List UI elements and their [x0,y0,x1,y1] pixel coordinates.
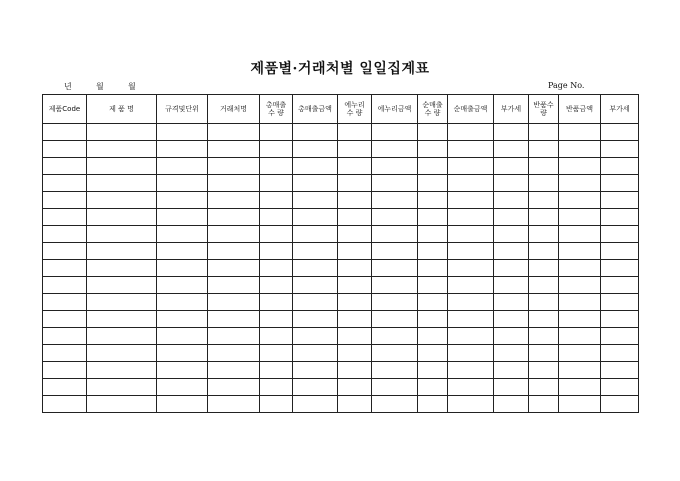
table-cell [448,362,494,379]
table-cell [559,141,601,158]
table-cell [260,345,293,362]
table-row [43,396,639,413]
table-cell [260,175,293,192]
table-cell [87,294,157,311]
table-cell [338,328,372,345]
table-cell [87,226,157,243]
col-return-vat: 부가세 [601,95,639,124]
table-cell [260,277,293,294]
table-cell [494,192,529,209]
table-cell [529,294,559,311]
table-cell [529,124,559,141]
table-cell [494,328,529,345]
table-cell [208,345,260,362]
table-cell [43,141,87,158]
table-cell [372,379,418,396]
table-cell [208,311,260,328]
table-cell [43,294,87,311]
table-cell [260,243,293,260]
table-cell [372,345,418,362]
table-cell [157,260,208,277]
table-cell [494,158,529,175]
table-cell [338,362,372,379]
table-row [43,209,639,226]
table-cell [418,362,448,379]
table-cell [418,311,448,328]
table-cell [208,362,260,379]
table-cell [494,124,529,141]
table-cell [43,328,87,345]
table-cell [157,379,208,396]
table-cell [372,396,418,413]
table-cell [260,260,293,277]
col-product-name: 제 품 명 [87,95,157,124]
table-cell [448,311,494,328]
table-cell [157,328,208,345]
table-cell [372,277,418,294]
table-cell [559,294,601,311]
date-day-label: 월 [128,82,136,91]
table-cell [418,192,448,209]
table-cell [448,175,494,192]
table-cell [293,277,338,294]
table-cell [529,226,559,243]
table-cell [372,192,418,209]
table-cell [601,175,639,192]
table-cell [43,175,87,192]
table-cell [208,294,260,311]
table-cell [208,175,260,192]
table-cell [448,243,494,260]
table-cell [372,226,418,243]
table-cell [293,192,338,209]
table-cell [418,141,448,158]
date-month-label: 월 [96,82,104,91]
table-row [43,192,639,209]
table-cell [338,294,372,311]
table-cell [418,260,448,277]
table-cell [157,277,208,294]
table-cell [494,175,529,192]
table-cell [208,328,260,345]
table-cell [418,243,448,260]
table-cell [372,311,418,328]
table-cell [87,243,157,260]
table-cell [260,311,293,328]
table-cell [559,243,601,260]
table-cell [43,192,87,209]
table-cell [559,260,601,277]
table-cell [293,328,338,345]
table-cell [293,294,338,311]
table-cell [601,379,639,396]
table-cell [559,328,601,345]
col-return-amount: 반품금액 [559,95,601,124]
table-cell [87,396,157,413]
table-cell [293,158,338,175]
table-cell [448,328,494,345]
table-cell [559,175,601,192]
table-cell [601,311,639,328]
table-cell [260,379,293,396]
table-cell [529,209,559,226]
table-cell [87,141,157,158]
table-cell [157,362,208,379]
table-cell [601,226,639,243]
table-cell [559,379,601,396]
table-cell [87,277,157,294]
table-cell [293,243,338,260]
table-cell [418,209,448,226]
table-cell [601,141,639,158]
table-cell [372,243,418,260]
table-cell [157,294,208,311]
table-cell [529,192,559,209]
table-row [43,379,639,396]
table-cell [43,311,87,328]
table-cell [43,362,87,379]
table-cell [559,226,601,243]
table-cell [338,260,372,277]
table-cell [338,192,372,209]
table-cell [529,175,559,192]
table-cell [338,175,372,192]
table-cell [87,124,157,141]
table-cell [418,379,448,396]
table-cell [87,345,157,362]
table-cell [418,277,448,294]
table-cell [448,294,494,311]
table-cell [559,192,601,209]
table-cell [43,260,87,277]
table-cell [448,277,494,294]
table-cell [157,396,208,413]
table-cell [601,209,639,226]
table-cell [293,209,338,226]
table-cell [601,345,639,362]
table-cell [87,260,157,277]
table-cell [529,277,559,294]
table-cell [208,277,260,294]
table-cell [448,396,494,413]
table-cell [494,209,529,226]
table-cell [372,175,418,192]
col-discount-amount: 에누리금액 [372,95,418,124]
table-cell [372,124,418,141]
col-gross-sales-qty: 총매출 수 량 [260,95,293,124]
table-cell [338,345,372,362]
table-cell [43,124,87,141]
table-cell [372,328,418,345]
table-cell [418,294,448,311]
table-cell [448,209,494,226]
table-cell [87,311,157,328]
table-row [43,124,639,141]
table-cell [601,243,639,260]
table-cell [372,141,418,158]
table-cell [529,260,559,277]
table-cell [529,243,559,260]
table-cell [601,158,639,175]
table-cell [559,362,601,379]
table-cell [601,396,639,413]
table-cell [157,345,208,362]
table-row [43,277,639,294]
table-cell [87,158,157,175]
table-cell [448,226,494,243]
table-cell [208,396,260,413]
table-cell [529,345,559,362]
table-cell [157,141,208,158]
table-cell [293,141,338,158]
table-row [43,260,639,277]
summary-table [42,94,639,413]
table-cell [157,175,208,192]
table-cell [293,226,338,243]
col-return-qty: 반품수 량 [529,95,559,124]
table-cell [208,124,260,141]
table-cell [260,226,293,243]
table-cell [559,277,601,294]
table-cell [529,379,559,396]
table-cell [448,345,494,362]
table-cell [418,226,448,243]
table-cell [293,175,338,192]
table-row [43,141,639,158]
table-cell [260,192,293,209]
table-cell [208,243,260,260]
table-cell [494,260,529,277]
table-cell [293,124,338,141]
table-cell [494,379,529,396]
table-cell [338,311,372,328]
table-cell [43,345,87,362]
table-cell [293,396,338,413]
table-cell [601,277,639,294]
table-cell [43,243,87,260]
table-cell [293,362,338,379]
table-cell [448,141,494,158]
table-cell [87,192,157,209]
table-cell [157,226,208,243]
table-cell [293,379,338,396]
col-spec-unit: 규격및단위 [157,95,208,124]
table-cell [372,294,418,311]
table-cell [338,124,372,141]
table-cell [87,175,157,192]
table-cell [43,379,87,396]
table-cell [601,294,639,311]
table-cell [157,158,208,175]
table-cell [260,328,293,345]
table-cell [494,311,529,328]
table-cell [448,379,494,396]
col-net-sales-amount: 순매출금액 [448,95,494,124]
table-row [43,243,639,260]
page-number-label: Page No. [548,81,585,90]
table-cell [448,124,494,141]
table-cell [260,294,293,311]
document-title: 제품별·거래처별 일일집계표 [250,61,430,77]
col-net-sales-qty: 순매출 수 량 [418,95,448,124]
table-cell [601,192,639,209]
col-discount-qty: 에누리 수 량 [338,95,372,124]
table-cell [338,141,372,158]
table-cell [559,124,601,141]
table-cell [338,209,372,226]
table-cell [260,158,293,175]
table-cell [418,396,448,413]
table-cell [87,362,157,379]
table-cell [87,379,157,396]
table-cell [43,158,87,175]
table-cell [494,362,529,379]
table-cell [372,260,418,277]
table-cell [529,362,559,379]
table-cell [157,124,208,141]
table-cell [448,260,494,277]
table-cell [87,209,157,226]
table-cell [338,226,372,243]
table-row [43,311,639,328]
table-cell [338,396,372,413]
table-row [43,345,639,362]
table-cell [494,277,529,294]
header-row [43,95,639,124]
table-row [43,362,639,379]
table-cell [338,379,372,396]
table-cell [43,226,87,243]
table-cell [208,379,260,396]
table-cell [208,192,260,209]
table-cell [157,209,208,226]
table-cell [494,396,529,413]
table-row [43,294,639,311]
table-cell [601,362,639,379]
table-cell [372,362,418,379]
table-cell [601,328,639,345]
table-cell [43,396,87,413]
table-cell [448,192,494,209]
table-cell [418,175,448,192]
col-customer-name: 거래처명 [208,95,260,124]
table-cell [43,209,87,226]
table-cell [601,124,639,141]
table-cell [529,158,559,175]
table-cell [559,345,601,362]
table-cell [372,209,418,226]
table-cell [601,260,639,277]
table-cell [559,158,601,175]
table-cell [338,158,372,175]
col-product-code: 제품Code [43,95,87,124]
table-cell [208,226,260,243]
table-cell [293,345,338,362]
table-cell [559,311,601,328]
table-cell [529,396,559,413]
table-cell [260,209,293,226]
table-cell [529,328,559,345]
table-cell [494,141,529,158]
table-cell [494,243,529,260]
table-cell [338,277,372,294]
table-row [43,175,639,192]
table-cell [529,141,559,158]
table-row [43,328,639,345]
table-cell [208,141,260,158]
col-gross-sales-amount: 총매출금액 [293,95,338,124]
table-cell [208,209,260,226]
table-cell [494,294,529,311]
table-cell [338,243,372,260]
table-cell [494,226,529,243]
date-year-label: 년 [64,82,72,91]
table-cell [418,345,448,362]
table-cell [43,277,87,294]
table-cell [293,260,338,277]
table-cell [559,396,601,413]
table-cell [260,141,293,158]
table-cell [529,311,559,328]
table-row [43,158,639,175]
table-body [43,124,639,413]
table-cell [157,243,208,260]
table-cell [157,192,208,209]
table-cell [494,345,529,362]
table-cell [293,311,338,328]
table-cell [448,158,494,175]
table-cell [87,328,157,345]
table-cell [418,328,448,345]
table-cell [418,124,448,141]
table-cell [260,124,293,141]
table-cell [157,311,208,328]
table-cell [418,158,448,175]
table-row [43,226,639,243]
table-cell [260,362,293,379]
table-cell [208,260,260,277]
table-cell [260,396,293,413]
table-cell [559,209,601,226]
col-vat: 부가세 [494,95,529,124]
table-cell [208,158,260,175]
table-cell [372,158,418,175]
